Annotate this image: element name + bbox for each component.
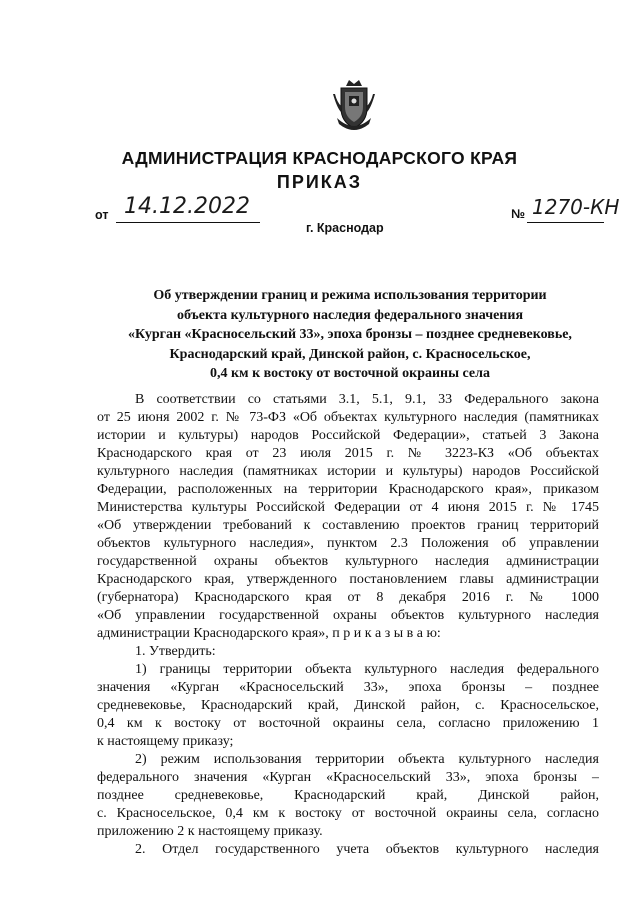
body-line: «Об утверждении требований к составлению проектов границ территорий bbox=[97, 518, 599, 533]
body-line: администрации Краснодарского края», п р и к а з ы в а ю: bbox=[97, 626, 441, 641]
body-line: объектов культурного наследия», пунктом 2.3 Положения об управлении bbox=[97, 536, 599, 551]
title-line: Об утверждении границ и режима использования территории bbox=[153, 288, 547, 303]
document-title bbox=[90, 286, 610, 384]
title-line: объекта культурного наследия федерального значения bbox=[176, 307, 524, 323]
body-line: 0,4 км к востоку от восточной окраины села, согласно приложению 1 bbox=[97, 716, 599, 731]
body-line: Краснодарского края, утвержденного постановлением главы администрации bbox=[97, 572, 599, 587]
document-type: ПРИКАЗ bbox=[276, 172, 363, 192]
body-line: культурного наследия (памятниках истории и культуры) народов Российской bbox=[97, 464, 599, 479]
number-underline bbox=[527, 222, 604, 223]
body-line: с. Красносельское, 0,4 км к востоку от восточной окраины села, согласно bbox=[97, 806, 599, 821]
number-prefix: № bbox=[511, 207, 525, 221]
title-line: Краснодарский край, Динской район, с. Красносельское, bbox=[169, 346, 531, 362]
body-line: значения «Курган «Красносельский 33», эпоха бронзы – позднее bbox=[97, 680, 599, 695]
title-line: 0,4 км к востоку от восточной окраины села bbox=[209, 366, 490, 381]
body-line: средневековье, Краснодарский край, Динской район, с. Красносельское, bbox=[97, 698, 599, 713]
body-line: 1. Утвердить: bbox=[135, 644, 216, 659]
body-line: истории и культуры) народов Российской Федерации», статьей 3 Закона bbox=[97, 428, 599, 443]
body-line: 2) режим использования территории объекта культурного наследия bbox=[135, 752, 599, 767]
document-body bbox=[97, 391, 599, 859]
body-line: федерального значения «Курган «Красносельский 33», эпоха бронзы – bbox=[97, 770, 599, 785]
body-line: к настоящему приказу; bbox=[97, 734, 234, 749]
organization-name: АДМИНИСТРАЦИЯ КРАСНОДАРСКОГО КРАЯ bbox=[121, 148, 518, 168]
body-line: позднее средневековье, Краснодарский край, Динской район, bbox=[97, 788, 599, 803]
body-line: Министерства культуры Российской Федерации от 4 июня 2015 г. № 1745 bbox=[97, 500, 599, 515]
body-line: «Об управлении государственной охраны объектов культурного наследия bbox=[97, 608, 599, 623]
date-handwritten: 14.12.2022 bbox=[124, 194, 250, 219]
krasnodar-coat-of-arms-icon bbox=[331, 78, 377, 136]
body-line: Федерации, расположенных на территории Краснодарского края», приказом bbox=[97, 482, 599, 497]
date-underline bbox=[116, 222, 260, 223]
body-line: (губернатора) Краснодарского края от 8 декабря 2016 г. № 1000 bbox=[97, 590, 599, 605]
title-line: «Курган «Красносельский 33», эпоха бронзы – позднее средневековье, bbox=[128, 327, 572, 342]
date-prefix: от bbox=[95, 208, 109, 222]
body-line: В соответствии со статьями 3.1, 5.1, 9.1, 33 Федерального закона bbox=[135, 392, 599, 407]
body-line: 1) границы территории объекта культурного наследия федерального bbox=[135, 662, 599, 677]
body-line: 2. Отдел государственного учета объектов культурного наследия bbox=[135, 842, 599, 857]
city: г. Краснодар bbox=[306, 221, 384, 235]
body-line: приложению 2 к настоящему приказу. bbox=[97, 824, 323, 839]
number-handwritten: 1270-КН bbox=[532, 195, 620, 219]
body-line: Краснодарского края от 23 июля 2015 г. № 3223-КЗ «Об объектах bbox=[97, 446, 599, 461]
body-line: государственной охраны объектов культурного наследия администрации bbox=[97, 554, 599, 569]
body-line: от 25 июня 2002 г. № 73-ФЗ «Об объектах культурного наследия (памятниках bbox=[97, 410, 599, 425]
